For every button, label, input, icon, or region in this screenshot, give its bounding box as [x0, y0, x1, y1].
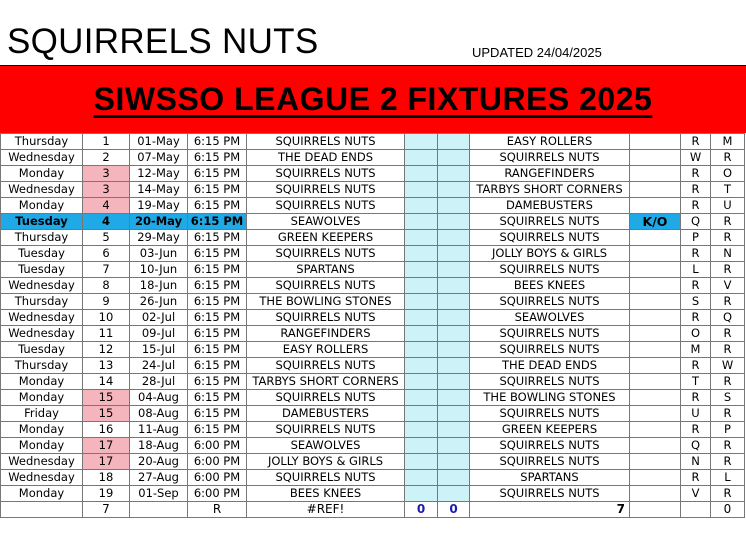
- fixture-number: 6: [83, 246, 130, 262]
- fixture-number: 14: [83, 374, 130, 390]
- fixture-ko-badge: [630, 230, 681, 246]
- fixture-number: 19: [83, 486, 130, 502]
- fixture-time: 6:15 PM: [188, 278, 247, 294]
- fixture-home-team: SQUIRRELS NUTS: [247, 358, 405, 374]
- league-banner: [0, 65, 746, 133]
- fixture-number: 7: [83, 262, 130, 278]
- fixture-date: 20-Aug: [130, 454, 188, 470]
- fixture-row: [1, 278, 745, 294]
- fixture-ko-badge: [630, 150, 681, 166]
- fixture-home-team: EASY ROLLERS: [247, 342, 405, 358]
- fixture-row: [1, 326, 745, 342]
- fixture-day: Monday: [1, 422, 83, 438]
- fixture-time: 6:15 PM: [188, 390, 247, 406]
- fixture-home-team: SEAWOLVES: [247, 214, 405, 230]
- fixture-day: Thursday: [1, 294, 83, 310]
- fixture-home-score: [405, 486, 438, 502]
- fixture-home-team: SQUIRRELS NUTS: [247, 422, 405, 438]
- fixture-code-1: U: [681, 406, 711, 422]
- totals-num: 7: [83, 502, 130, 518]
- fixture-home-score: [405, 342, 438, 358]
- fixture-day: Wednesday: [1, 310, 83, 326]
- fixture-away-team: SQUIRRELS NUTS: [470, 342, 630, 358]
- fixture-ko-badge: [630, 438, 681, 454]
- fixture-row: [1, 422, 745, 438]
- fixture-time: 6:00 PM: [188, 470, 247, 486]
- fixture-date: 28-Jul: [130, 374, 188, 390]
- fixture-ko-badge: [630, 166, 681, 182]
- fixture-home-score: [405, 390, 438, 406]
- fixture-away-score: [438, 310, 470, 326]
- fixture-code-2: O: [711, 166, 745, 182]
- fixture-row: [1, 134, 745, 150]
- fixture-home-team: BEES KNEES: [247, 486, 405, 502]
- fixture-row: [1, 214, 745, 230]
- fixture-row: [1, 438, 745, 454]
- fixture-code-1: V: [681, 486, 711, 502]
- fixture-away-score: [438, 214, 470, 230]
- fixture-row: [1, 406, 745, 422]
- fixture-day: Monday: [1, 374, 83, 390]
- fixture-day: Wednesday: [1, 454, 83, 470]
- fixture-code-2: R: [711, 406, 745, 422]
- fixture-day: Wednesday: [1, 182, 83, 198]
- fixture-code-1: Q: [681, 214, 711, 230]
- fixture-row: [1, 230, 745, 246]
- fixture-away-team: SQUIRRELS NUTS: [470, 486, 630, 502]
- updated-date: UPDATED 24/04/2025: [472, 45, 602, 60]
- fixture-code-2: R: [711, 374, 745, 390]
- fixture-home-team: SQUIRRELS NUTS: [247, 246, 405, 262]
- fixture-ko-badge: K/O: [630, 214, 681, 230]
- fixture-row: [1, 166, 745, 182]
- fixture-day: Thursday: [1, 358, 83, 374]
- fixture-away-score: [438, 358, 470, 374]
- fixture-day: Wednesday: [1, 150, 83, 166]
- fixture-home-score: [405, 166, 438, 182]
- fixture-code-1: W: [681, 150, 711, 166]
- fixture-ko-badge: [630, 278, 681, 294]
- fixture-row: [1, 198, 745, 214]
- fixture-day: Monday: [1, 198, 83, 214]
- fixture-time: 6:15 PM: [188, 214, 247, 230]
- fixture-code-2: R: [711, 342, 745, 358]
- totals-ko: [630, 502, 681, 518]
- fixture-date: 04-Aug: [130, 390, 188, 406]
- fixture-day: Thursday: [1, 134, 83, 150]
- fixture-date: 26-Jun: [130, 294, 188, 310]
- fixture-home-team: THE DEAD ENDS: [247, 150, 405, 166]
- fixture-home-score: [405, 438, 438, 454]
- fixture-away-team: SQUIRRELS NUTS: [470, 230, 630, 246]
- fixture-row: [1, 342, 745, 358]
- fixture-code-2: W: [711, 358, 745, 374]
- fixture-date: 15-Jul: [130, 342, 188, 358]
- totals-score-away: 0: [438, 502, 470, 518]
- fixture-home-score: [405, 262, 438, 278]
- fixture-time: 6:15 PM: [188, 326, 247, 342]
- team-title: SQUIRRELS NUTS: [7, 22, 319, 61]
- fixture-number: 18: [83, 470, 130, 486]
- fixture-time: 6:15 PM: [188, 406, 247, 422]
- fixture-code-1: S: [681, 294, 711, 310]
- fixture-time: 6:15 PM: [188, 166, 247, 182]
- fixture-away-team: SQUIRRELS NUTS: [470, 438, 630, 454]
- fixture-date: 27-Aug: [130, 470, 188, 486]
- fixture-time: 6:15 PM: [188, 246, 247, 262]
- fixture-day: Tuesday: [1, 262, 83, 278]
- fixture-away-team: SQUIRRELS NUTS: [470, 294, 630, 310]
- fixture-day: Wednesday: [1, 278, 83, 294]
- fixture-number: 13: [83, 358, 130, 374]
- fixture-code-2: R: [711, 454, 745, 470]
- fixture-code-1: L: [681, 262, 711, 278]
- fixture-ko-badge: [630, 390, 681, 406]
- fixture-away-team: SQUIRRELS NUTS: [470, 374, 630, 390]
- fixture-time: 6:15 PM: [188, 198, 247, 214]
- fixture-away-team: SQUIRRELS NUTS: [470, 262, 630, 278]
- fixture-code-1: R: [681, 166, 711, 182]
- fixture-home-team: SQUIRRELS NUTS: [247, 278, 405, 294]
- fixture-home-team: JOLLY BOYS & GIRLS: [247, 454, 405, 470]
- fixture-row: [1, 374, 745, 390]
- fixture-home-team: SQUIRRELS NUTS: [247, 310, 405, 326]
- fixture-code-2: Q: [711, 310, 745, 326]
- fixture-code-2: R: [711, 294, 745, 310]
- fixture-row: [1, 486, 745, 502]
- fixture-ko-badge: [630, 422, 681, 438]
- fixture-day: Tuesday: [1, 214, 83, 230]
- fixture-code-2: S: [711, 390, 745, 406]
- fixture-home-team: SQUIRRELS NUTS: [247, 134, 405, 150]
- fixture-code-1: P: [681, 230, 711, 246]
- fixture-code-1: R: [681, 134, 711, 150]
- fixture-number: 16: [83, 422, 130, 438]
- fixture-time: 6:15 PM: [188, 150, 247, 166]
- fixture-number: 3: [83, 166, 130, 182]
- fixture-home-score: [405, 358, 438, 374]
- fixture-away-team: SQUIRRELS NUTS: [470, 150, 630, 166]
- fixture-home-team: SEAWOLVES: [247, 438, 405, 454]
- fixture-date: 09-Jul: [130, 326, 188, 342]
- fixture-ko-badge: [630, 310, 681, 326]
- fixture-ko-badge: [630, 246, 681, 262]
- fixture-code-1: R: [681, 246, 711, 262]
- fixture-day: Monday: [1, 438, 83, 454]
- fixture-away-team: THE DEAD ENDS: [470, 358, 630, 374]
- fixture-day: Thursday: [1, 230, 83, 246]
- fixture-code-2: R: [711, 230, 745, 246]
- fixture-away-score: [438, 230, 470, 246]
- fixture-home-team: SQUIRRELS NUTS: [247, 390, 405, 406]
- fixture-away-team: EASY ROLLERS: [470, 134, 630, 150]
- fixture-home-team: RANGEFINDERS: [247, 326, 405, 342]
- fixture-number: 2: [83, 150, 130, 166]
- fixture-row: [1, 470, 745, 486]
- fixture-date: 03-Jun: [130, 246, 188, 262]
- fixture-code-2: R: [711, 150, 745, 166]
- fixture-code-1: R: [681, 358, 711, 374]
- fixture-away-score: [438, 486, 470, 502]
- fixture-code-2: T: [711, 182, 745, 198]
- fixture-away-score: [438, 422, 470, 438]
- fixture-time: 6:15 PM: [188, 358, 247, 374]
- fixture-away-score: [438, 294, 470, 310]
- fixture-date: 07-May: [130, 150, 188, 166]
- fixture-date: 20-May: [130, 214, 188, 230]
- fixture-date: 14-May: [130, 182, 188, 198]
- fixture-date: 18-Aug: [130, 438, 188, 454]
- fixture-time: 6:15 PM: [188, 374, 247, 390]
- fixture-date: 18-Jun: [130, 278, 188, 294]
- fixture-away-team: SQUIRRELS NUTS: [470, 406, 630, 422]
- fixture-code-1: R: [681, 422, 711, 438]
- fixture-time: 6:15 PM: [188, 262, 247, 278]
- fixture-time: 6:00 PM: [188, 454, 247, 470]
- fixture-away-score: [438, 326, 470, 342]
- league-banner-title: SIWSSO LEAGUE 2 FIXTURES 2025: [93, 81, 653, 117]
- fixture-away-score: [438, 150, 470, 166]
- fixture-home-score: [405, 326, 438, 342]
- fixture-row: [1, 358, 745, 374]
- fixtures-table: [0, 133, 745, 518]
- fixture-away-score: [438, 166, 470, 182]
- fixture-number: 17: [83, 438, 130, 454]
- fixture-ko-badge: [630, 486, 681, 502]
- fixture-number: 9: [83, 294, 130, 310]
- fixture-away-team: SQUIRRELS NUTS: [470, 326, 630, 342]
- fixture-time: 6:15 PM: [188, 422, 247, 438]
- fixture-time: 6:15 PM: [188, 310, 247, 326]
- totals-c2: 0: [711, 502, 745, 518]
- fixture-home-team: TARBYS SHORT CORNERS: [247, 374, 405, 390]
- fixture-date: 12-May: [130, 166, 188, 182]
- fixture-time: 6:15 PM: [188, 342, 247, 358]
- fixture-number: 4: [83, 214, 130, 230]
- fixture-home-score: [405, 182, 438, 198]
- totals-c1: [681, 502, 711, 518]
- fixture-code-2: L: [711, 470, 745, 486]
- fixture-code-2: R: [711, 438, 745, 454]
- fixture-away-team: BEES KNEES: [470, 278, 630, 294]
- fixture-code-1: N: [681, 454, 711, 470]
- fixture-number: 8: [83, 278, 130, 294]
- fixture-day: Wednesday: [1, 470, 83, 486]
- fixture-away-team: SEAWOLVES: [470, 310, 630, 326]
- fixtures-body: [1, 134, 745, 502]
- fixture-away-team: GREEN KEEPERS: [470, 422, 630, 438]
- fixture-home-team: SQUIRRELS NUTS: [247, 182, 405, 198]
- fixture-time: 6:15 PM: [188, 230, 247, 246]
- fixture-home-team: SQUIRRELS NUTS: [247, 166, 405, 182]
- fixture-away-score: [438, 454, 470, 470]
- fixture-ko-badge: [630, 342, 681, 358]
- fixture-number: 12: [83, 342, 130, 358]
- fixture-home-team: SQUIRRELS NUTS: [247, 470, 405, 486]
- fixture-away-score: [438, 198, 470, 214]
- fixture-away-team: DAMEBUSTERS: [470, 198, 630, 214]
- fixture-code-1: R: [681, 182, 711, 198]
- fixture-code-1: M: [681, 342, 711, 358]
- fixture-row: [1, 294, 745, 310]
- fixture-code-1: R: [681, 470, 711, 486]
- fixture-code-1: T: [681, 374, 711, 390]
- fixture-away-team: SPARTANS: [470, 470, 630, 486]
- fixture-ko-badge: [630, 470, 681, 486]
- fixture-home-score: [405, 294, 438, 310]
- fixture-home-score: [405, 246, 438, 262]
- fixture-away-score: [438, 470, 470, 486]
- fixture-code-2: V: [711, 278, 745, 294]
- fixture-time: 6:15 PM: [188, 294, 247, 310]
- fixture-away-team: THE BOWLING STONES: [470, 390, 630, 406]
- fixture-day: Friday: [1, 406, 83, 422]
- fixture-ko-badge: [630, 326, 681, 342]
- fixture-away-team: RANGEFINDERS: [470, 166, 630, 182]
- fixture-home-team: SPARTANS: [247, 262, 405, 278]
- totals-home: #REF!: [247, 502, 405, 518]
- fixture-ko-badge: [630, 198, 681, 214]
- fixture-ko-badge: [630, 406, 681, 422]
- fixture-home-score: [405, 406, 438, 422]
- fixture-away-score: [438, 374, 470, 390]
- fixture-day: Monday: [1, 166, 83, 182]
- totals-date: [130, 502, 188, 518]
- fixture-number: 4: [83, 198, 130, 214]
- fixture-row: [1, 182, 745, 198]
- fixture-away-score: [438, 390, 470, 406]
- fixture-day: Tuesday: [1, 246, 83, 262]
- fixture-away-score: [438, 438, 470, 454]
- fixture-date: 19-May: [130, 198, 188, 214]
- fixture-home-score: [405, 454, 438, 470]
- fixture-number: 15: [83, 390, 130, 406]
- fixture-code-2: R: [711, 262, 745, 278]
- fixture-home-score: [405, 278, 438, 294]
- fixture-code-2: P: [711, 422, 745, 438]
- fixture-time: 6:00 PM: [188, 438, 247, 454]
- fixture-code-2: R: [711, 326, 745, 342]
- fixture-time: 6:15 PM: [188, 182, 247, 198]
- fixture-date: 29-May: [130, 230, 188, 246]
- fixture-code-1: Q: [681, 438, 711, 454]
- fixture-away-score: [438, 246, 470, 262]
- fixture-home-score: [405, 150, 438, 166]
- fixture-home-team: DAMEBUSTERS: [247, 406, 405, 422]
- fixture-ko-badge: [630, 358, 681, 374]
- fixture-date: 24-Jul: [130, 358, 188, 374]
- fixture-code-2: R: [711, 486, 745, 502]
- fixture-time: 6:15 PM: [188, 134, 247, 150]
- fixture-day: Tuesday: [1, 342, 83, 358]
- fixture-row: [1, 310, 745, 326]
- fixture-home-team: SQUIRRELS NUTS: [247, 198, 405, 214]
- fixture-code-2: N: [711, 246, 745, 262]
- fixture-home-score: [405, 198, 438, 214]
- fixture-code-2: R: [711, 214, 745, 230]
- fixture-away-score: [438, 406, 470, 422]
- fixture-number: 11: [83, 326, 130, 342]
- fixture-away-score: [438, 262, 470, 278]
- fixture-date: 01-Sep: [130, 486, 188, 502]
- fixture-code-1: R: [681, 278, 711, 294]
- totals-row: [1, 502, 745, 518]
- totals-away: 7: [470, 502, 630, 518]
- fixture-home-score: [405, 230, 438, 246]
- fixture-code-1: R: [681, 198, 711, 214]
- fixture-number: 10: [83, 310, 130, 326]
- fixture-code-1: O: [681, 326, 711, 342]
- fixture-row: [1, 262, 745, 278]
- fixture-number: 1: [83, 134, 130, 150]
- fixture-number: 5: [83, 230, 130, 246]
- fixture-ko-badge: [630, 262, 681, 278]
- fixture-time: 6:00 PM: [188, 486, 247, 502]
- fixture-home-score: [405, 374, 438, 390]
- fixture-date: 08-Aug: [130, 406, 188, 422]
- fixture-row: [1, 246, 745, 262]
- totals-score-home: 0: [405, 502, 438, 518]
- fixture-home-score: [405, 470, 438, 486]
- totals-day: [1, 502, 83, 518]
- fixture-day: Monday: [1, 390, 83, 406]
- fixture-away-team: SQUIRRELS NUTS: [470, 214, 630, 230]
- fixture-away-team: JOLLY BOYS & GIRLS: [470, 246, 630, 262]
- fixture-home-score: [405, 214, 438, 230]
- fixture-date: 01-May: [130, 134, 188, 150]
- fixture-row: [1, 150, 745, 166]
- fixture-ko-badge: [630, 294, 681, 310]
- fixture-code-2: U: [711, 198, 745, 214]
- fixture-away-score: [438, 278, 470, 294]
- fixture-code-1: R: [681, 310, 711, 326]
- fixture-row: [1, 390, 745, 406]
- fixture-code-1: R: [681, 390, 711, 406]
- fixture-ko-badge: [630, 454, 681, 470]
- totals-time: R: [188, 502, 247, 518]
- fixture-ko-badge: [630, 134, 681, 150]
- fixture-home-team: THE BOWLING STONES: [247, 294, 405, 310]
- fixture-home-score: [405, 310, 438, 326]
- fixture-home-score: [405, 134, 438, 150]
- fixture-number: 3: [83, 182, 130, 198]
- fixture-number: 15: [83, 406, 130, 422]
- fixture-away-score: [438, 342, 470, 358]
- fixture-away-team: SQUIRRELS NUTS: [470, 454, 630, 470]
- fixture-day: Wednesday: [1, 326, 83, 342]
- fixture-date: 02-Jul: [130, 310, 188, 326]
- fixture-date: 10-Jun: [130, 262, 188, 278]
- fixture-home-team: GREEN KEEPERS: [247, 230, 405, 246]
- fixture-ko-badge: [630, 182, 681, 198]
- fixture-ko-badge: [630, 374, 681, 390]
- fixture-date: 11-Aug: [130, 422, 188, 438]
- fixture-code-2: M: [711, 134, 745, 150]
- fixture-away-score: [438, 134, 470, 150]
- fixture-away-score: [438, 182, 470, 198]
- fixture-number: 17: [83, 454, 130, 470]
- fixture-day: Monday: [1, 486, 83, 502]
- fixture-row: [1, 454, 745, 470]
- fixture-home-score: [405, 422, 438, 438]
- fixture-away-team: TARBYS SHORT CORNERS: [470, 182, 630, 198]
